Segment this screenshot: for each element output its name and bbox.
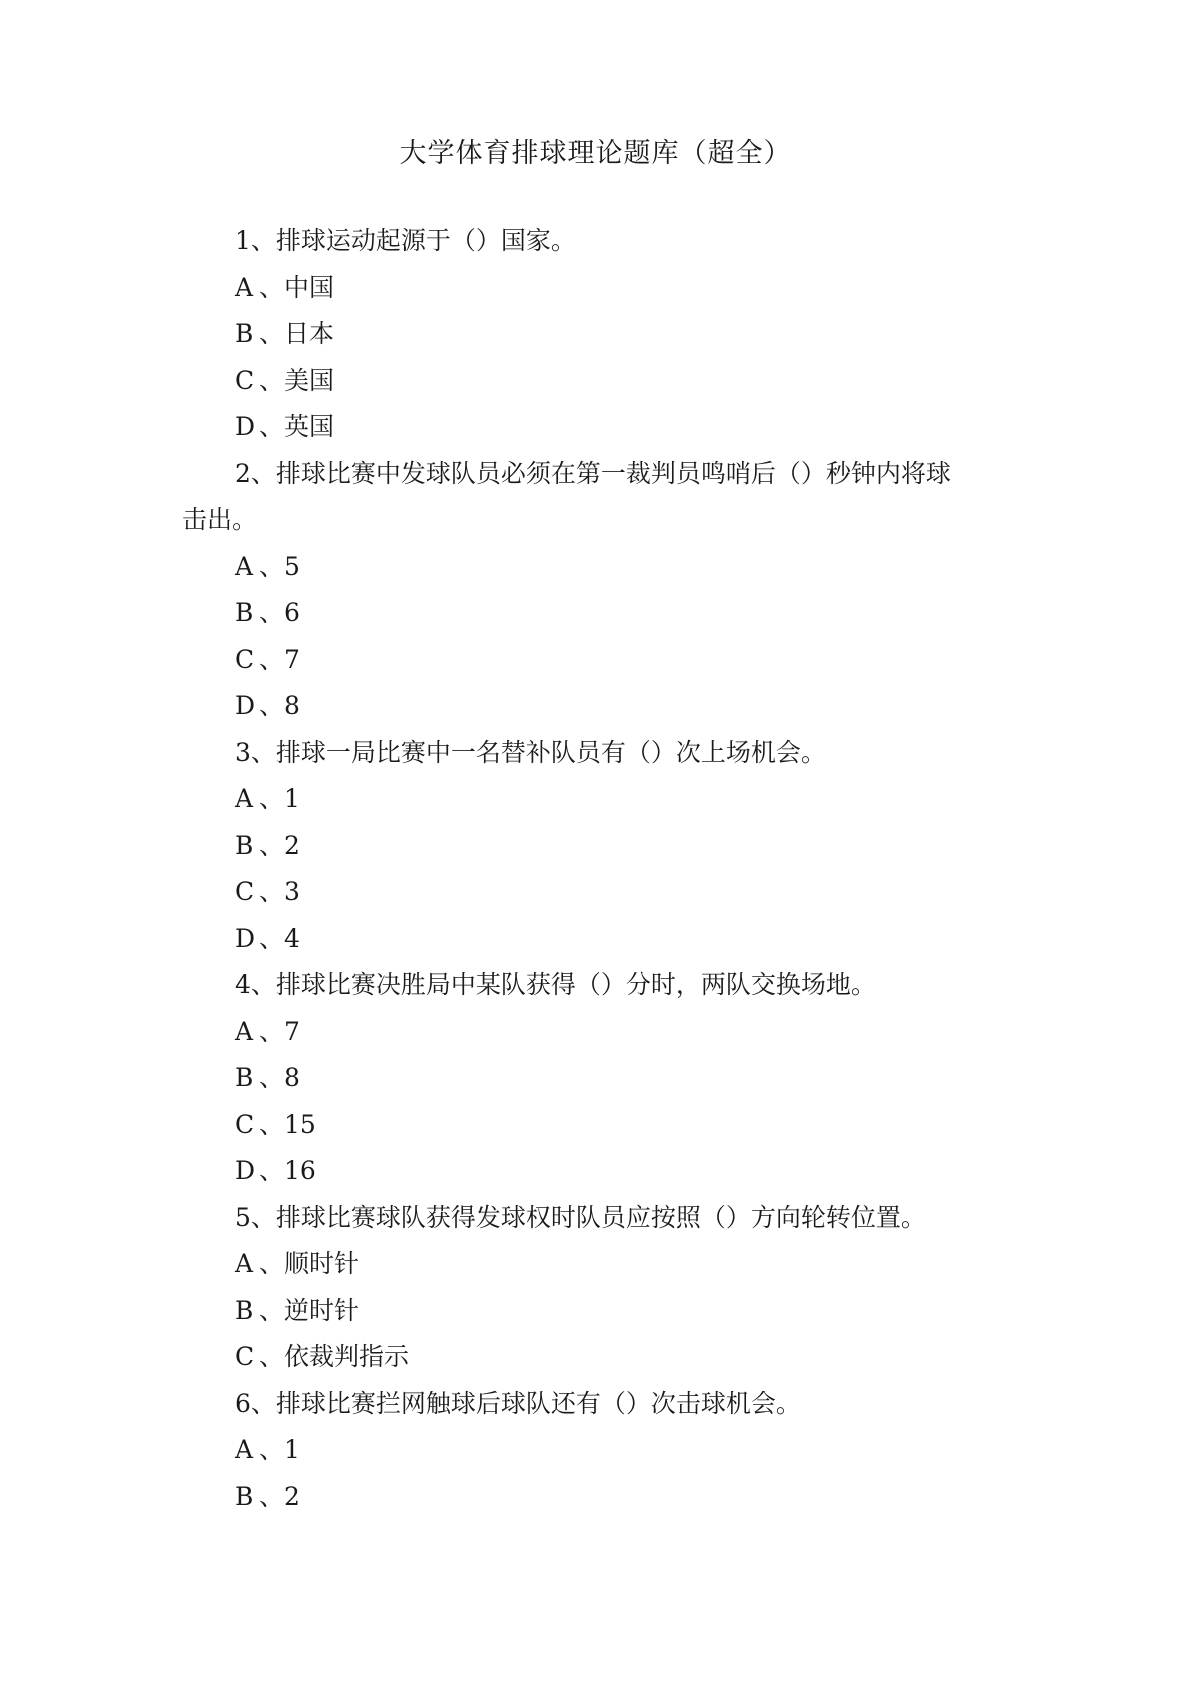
option-text: 、2 [259, 830, 300, 860]
option-letter: B [235, 598, 254, 627]
option-text: 、美国 [259, 365, 335, 395]
option-text: 、3 [259, 877, 300, 906]
option-text: 、4 [259, 923, 300, 953]
answer-option [182, 1241, 1012, 1288]
option-text: 、6 [259, 598, 300, 627]
option-letter: D [235, 923, 256, 953]
option-letter: C [235, 1342, 255, 1371]
answer-option [182, 1334, 1012, 1381]
answer-option [182, 544, 1012, 591]
option-letter: D [235, 691, 256, 720]
option-letter: C [235, 877, 255, 906]
answer-option [182, 683, 1012, 730]
answer-option [182, 1009, 1012, 1056]
question-text: 3、排球一局比赛中一名替补队员有（）次上场机会。 [235, 737, 826, 767]
page-title: 大学体育排球理论题库（超全） [399, 138, 792, 169]
answer-option [182, 1288, 1012, 1335]
option-text: 、中国 [259, 272, 335, 302]
option-letter: B [235, 830, 254, 860]
question-list [182, 218, 1012, 1520]
option-letter: A [235, 784, 254, 813]
option-text: 、2 [259, 1481, 300, 1511]
option-text: 、1 [259, 1435, 300, 1464]
answer-option [182, 776, 1012, 823]
option-letter: B [235, 319, 254, 348]
option-text: 、8 [259, 1063, 300, 1092]
answer-option [182, 590, 1012, 637]
question-text: 2、排球比赛中发球队员必须在第一裁判员鸣哨后（）秒钟内将球 [235, 458, 951, 488]
option-text: 、7 [259, 644, 300, 674]
option-text: 、15 [259, 1109, 316, 1139]
option-text: 、5 [259, 551, 300, 581]
answer-option [182, 823, 1012, 870]
option-text: 、8 [259, 691, 300, 720]
answer-option [182, 311, 1012, 358]
option-letter: A [235, 1016, 254, 1046]
question-text-continuation: 击出。 [182, 505, 258, 534]
option-letter: A [235, 1249, 254, 1278]
option-letter: D [235, 1156, 256, 1185]
option-letter: B [235, 1295, 254, 1325]
answer-option [182, 404, 1012, 451]
option-letter: C [235, 365, 255, 395]
option-letter: B [235, 1063, 254, 1092]
answer-option [182, 1055, 1012, 1102]
option-text: 、逆时针 [259, 1295, 360, 1325]
option-text: 、7 [259, 1016, 300, 1046]
option-letter: C [235, 644, 255, 674]
answer-option [182, 265, 1012, 312]
question-text: 6、排球比赛拦网触球后球队还有（）次击球机会。 [235, 1388, 801, 1418]
option-text: 、顺时针 [259, 1249, 360, 1278]
answer-option [182, 358, 1012, 405]
answer-option [182, 1102, 1012, 1149]
option-letter: C [235, 1109, 255, 1139]
option-text: 、英国 [259, 412, 335, 441]
option-letter: A [235, 1435, 254, 1464]
answer-option [182, 637, 1012, 684]
answer-option [182, 1427, 1012, 1474]
option-letter: B [235, 1481, 254, 1511]
answer-option [182, 1474, 1012, 1521]
option-letter: A [235, 551, 254, 581]
question-text: 4、排球比赛决胜局中某队获得（）分时，两队交换场地。 [235, 970, 876, 999]
question-text: 5、排球比赛球队获得发球权时队员应按照（）方向轮转位置。 [235, 1202, 926, 1232]
option-letter: D [235, 412, 256, 441]
answer-option [182, 916, 1012, 963]
option-text: 、日本 [259, 319, 335, 348]
answer-option [182, 1148, 1012, 1195]
option-letter: A [235, 272, 254, 302]
answer-option [182, 869, 1012, 916]
option-text: 、依裁判指示 [259, 1342, 410, 1371]
option-text: 、1 [259, 784, 300, 813]
question-text: 1、排球运动起源于（）国家。 [235, 226, 576, 255]
option-text: 、16 [259, 1156, 316, 1185]
